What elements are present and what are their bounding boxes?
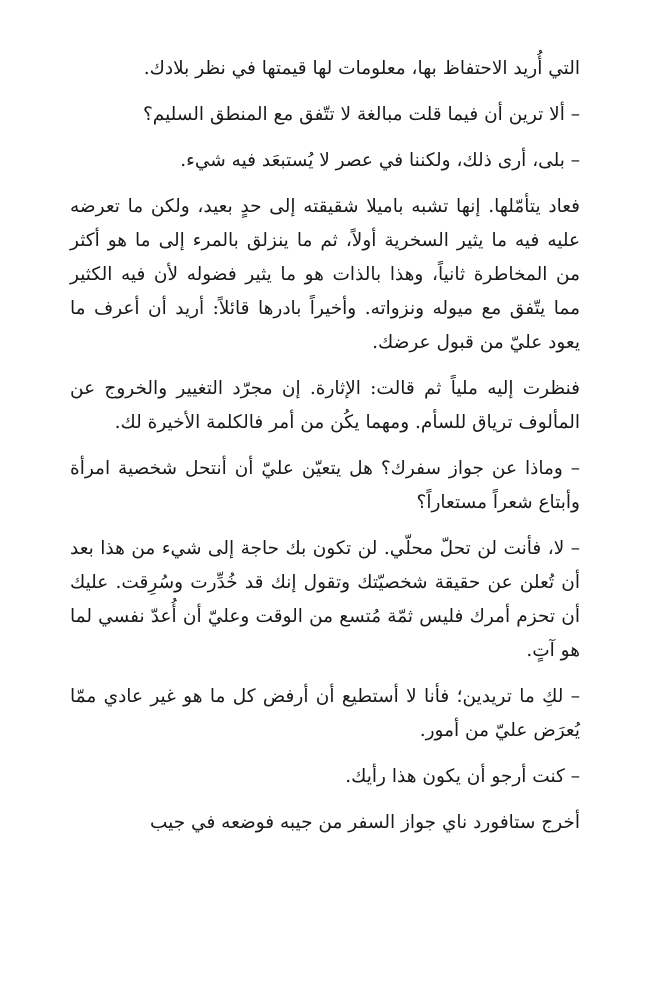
paragraph-5: فنظرت إليه ملياً ثم قالت: الإثارة. إن مجرّد التغيير والخروج عن المألوف ترياق للسأم. ومهما يكُن من أمر فالكلمة الأخيرة لك. [70,378,580,433]
paragraph-6: – وماذا عن جواز سفرك؟ هل يتعيّن عليّ أن أنتحل شخصية امرأة وأبتاع شعراً مستعاراً؟ [70,458,580,513]
paragraph-3: – بلى، أرى ذلك، ولكننا في عصر لا يُستبعَد فيه شيء. [180,150,580,171]
document-page [70,52,580,852]
paragraph-8: – لكِ ما تريدين؛ فأنا لا أستطيع أن أرفض كل ما هو غير عادي ممّا يُعرَض عليّ من أمور. [70,686,580,741]
paragraph-9: – كنت أرجو أن يكون هذا رأيك. [345,766,580,787]
paragraph-10: أخرج ستافورد ناي جواز السفر من جيبه فوضعه في جيب [149,812,580,833]
paragraph-1: التي أُريد الاحتفاظ بها، معلومات لها قيمتها في نظر بلادك. [143,58,580,79]
paragraph-4: فعاد يتأمّلها. إنها تشبه باميلا شقيقته إلى حدٍ بعيد، ولكن ما تعرضه عليه فيه ما يثير السخرية أولاً، ثم ما ينزلق بالمرء إلى ما هو أكثر من المخاطرة ثانياً، وهذا بالذات هو ما يثير فضوله لأن فيه الكثير مما يتّفق مع ميوله ونزواته. وأخيراً بادرها قائلاً: أريد أن أعرف ما يعود عليّ من قبول عرضك. [70,196,580,353]
paragraph-7: – لا، فأنت لن تحلّ محلّي. لن تكون بك حاجة إلى شيء من هذا بعد أن تُعلن عن حقيقة شخصيّتك وتقول إنك قد خُدِّرت وسُرِقت. عليك أن تحزم أمرك فليس ثمّة مُتسع من الوقت وعليّ أن أُعدّ نفسي لما هو آتٍ. [70,538,580,661]
paragraph-2: – ألا ترين أن فيما قلت مبالغة لا تتّفق مع المنطق السليم؟ [142,104,580,125]
